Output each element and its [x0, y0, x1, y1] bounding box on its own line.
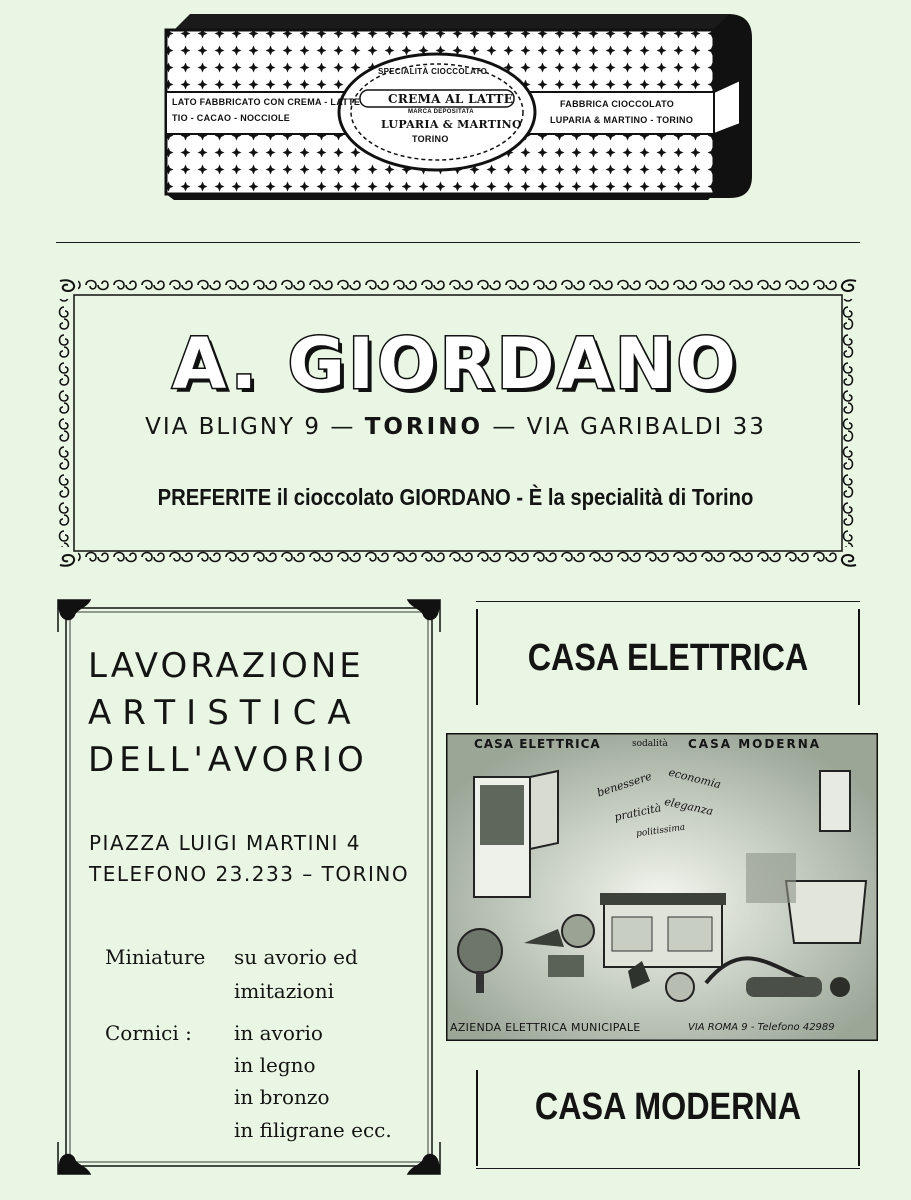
seal-mark-text: MARCA DEPOSITATA — [408, 109, 474, 115]
seal-main-text: CREMA AL LATTE — [388, 92, 514, 106]
avorio-title-1: LAVORAZIONE — [88, 646, 364, 686]
address-right: — VIA GARIBALDI 33 — [492, 414, 766, 440]
cornici-item: in legno — [234, 1053, 316, 1077]
section-divider — [56, 242, 860, 243]
photo-word: eleganza — [663, 794, 715, 819]
casa-top-rule — [476, 601, 860, 602]
cornici-item: in avorio — [234, 1021, 323, 1045]
casa-moderna-box — [476, 1070, 860, 1166]
casa-bottom-rule — [476, 1168, 860, 1169]
photo-footer-right: VIA ROMA 9 - Telefono 42989 — [688, 1022, 835, 1033]
address-city: TORINO — [364, 414, 483, 440]
cornici-item: in bronzo — [234, 1085, 330, 1109]
cornici-item: in filigrane ecc. — [234, 1118, 392, 1142]
bar-left-text-1: LATO FABBRICATO CON CREMA - LATTE — [172, 97, 361, 107]
bar-right-text-2: LUPARIA & MARTINO - TORINO — [550, 115, 694, 125]
seal-maker-text: LUPARIA & MARTINO — [381, 118, 522, 131]
miniature-text-2: imitazioni — [234, 979, 334, 1003]
photo-header-left: CASA ELETTRICA — [474, 737, 601, 751]
photo-word: praticità — [613, 801, 663, 824]
photo-footer-left: AZIENDA ELETTRICA MUNICIPALE — [450, 1021, 641, 1034]
bar-right-text-1: FABBRICA CIOCCOLATO — [560, 99, 675, 109]
giordano-slogan: PREFERITE il cioccolato GIORDANO - È la specialità di Torino — [157, 484, 754, 510]
avorio-title-2: ARTISTICA — [88, 693, 362, 733]
appliances-photo — [446, 733, 878, 1041]
photo-header-mid: sodalità — [632, 739, 668, 749]
miniature-text-1: su avorio ed — [234, 945, 358, 969]
photo-word: benessere — [595, 769, 654, 800]
miniature-label: Miniature — [105, 945, 206, 969]
avorio-title-3: DELL'AVORIO — [88, 740, 369, 780]
giordano-brand-name: A. GIORDANO — [172, 323, 739, 405]
casa-moderna-title: CASA MODERNA — [534, 1086, 802, 1128]
casa-elettrica-box — [476, 609, 860, 705]
seal-city-text: TORINO — [412, 134, 449, 144]
casa-elettrica-title: CASA ELETTRICA — [527, 637, 809, 679]
photo-word: economia — [667, 765, 723, 792]
bar-left-text-2: TIO - CACAO - NOCCIOLE — [172, 113, 291, 123]
address-left: VIA BLIGNY 9 — — [145, 414, 356, 440]
avorio-address: PIAZZA LUIGI MARTINI 4 — [89, 831, 361, 855]
giordano-address-line — [0, 414, 911, 440]
photo-word: politissima — [635, 822, 686, 840]
avorio-phone: TELEFONO 23.233 – TORINO — [89, 862, 410, 886]
seal-top-text: SPECIALITÀ CIOCCOLATO — [378, 67, 488, 76]
cornici-label: Cornici : — [105, 1021, 192, 1045]
photo-header-right: CASA MODERNA — [688, 737, 822, 751]
